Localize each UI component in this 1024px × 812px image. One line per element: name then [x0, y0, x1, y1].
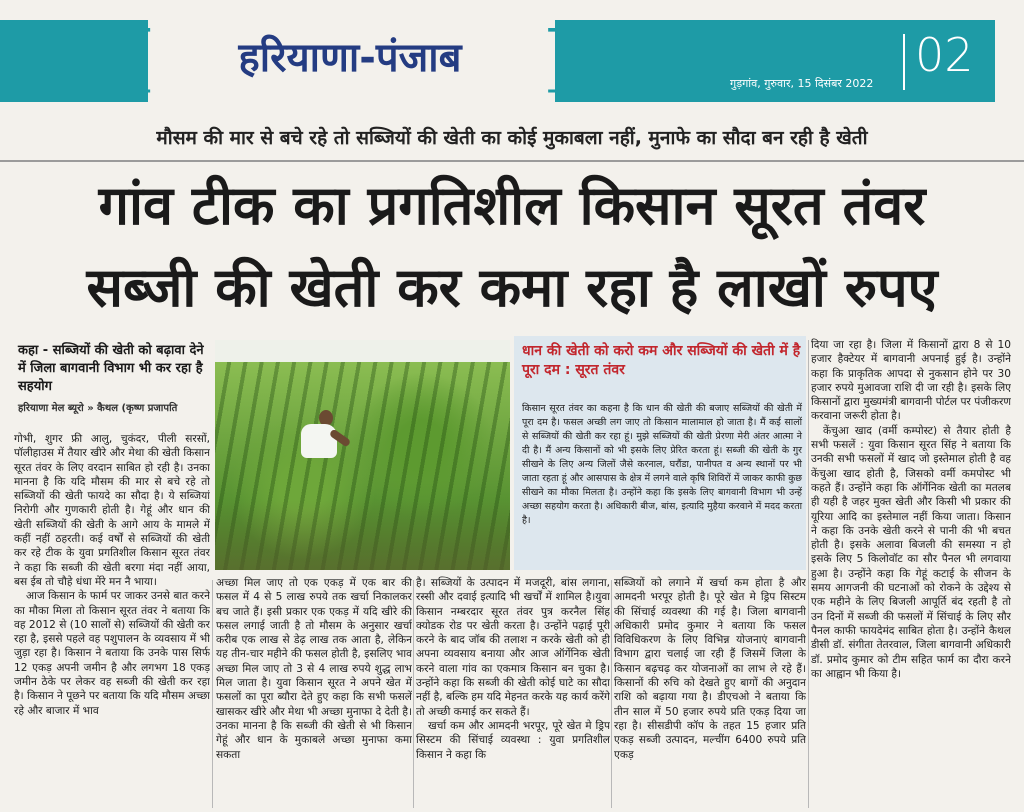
- farmer-field-photo: [215, 340, 510, 570]
- section-title: हरियाणा-पंजाब: [238, 35, 462, 81]
- left-bracket: [: [130, 16, 159, 100]
- column-divider: [212, 580, 213, 808]
- paragraph: खर्चा कम और आमदनी भरपूर, पूरे खेत मे ड्रिप सिस्टम की सिंचाई व्यवस्था : युवा प्रगतिशील किसान ने कहा कि: [416, 719, 610, 761]
- top-rule: [0, 160, 1024, 162]
- farmer-figure-icon: [293, 410, 345, 480]
- right-bracket: ]: [540, 16, 569, 100]
- photo-sky: [215, 340, 510, 362]
- article-column-5: [811, 338, 1011, 808]
- paragraph: दिया जा रहा है। जिला में किसानों द्वारा 8 से 10 हजार हैक्टेयर में बागवानी अपनाई हुई है। उन्होंने कहा कि प्राकृतिक आपदा से नुकसान होने पर 30 हजार रुपये मुआवजा राशि दी जा रही है। इसके लिए किसानों द्वारा मुख्यमंत्री बागवानी पोर्टल पर पंजीकरण करवाना जरूरी होता है।: [811, 339, 1011, 423]
- header-divider: [903, 34, 905, 90]
- page-number: 02: [915, 28, 974, 82]
- article-column-1: [14, 432, 210, 808]
- article-column-4: [614, 576, 806, 808]
- top-strip-kicker: मौसम की मार से बचे रहे तो सब्जियों की खेती का कोई मुकाबला नहीं, मुनाफे का सौदा बन रही है खेती: [156, 127, 868, 149]
- band-left-block: [0, 20, 148, 102]
- headline-line-2: सब्जी की खेती कर कमा रहा है लाखों रुपए: [86, 256, 938, 319]
- highlight-box: [514, 336, 806, 570]
- column-divider: [413, 580, 414, 808]
- column-divider: [808, 340, 809, 808]
- byline: हरियाणा मेल ब्यूरो » कैथल (कृष्ण प्रजापति: [18, 403, 178, 414]
- paragraph: आज किसान के फार्म पर जाकर उनसे बात करने का मौका मिला तो किसान सूरत तंवर ने बताया कि वह 2012 से (10 सालों से) सब्जियों की खेती कर रहा है, इससे पहले वह पशुपालन के व्यवसाय में भी जुड़ा रहा है। किसान ने बताया कि उनके पास सिर्फ 12 एकड़ अपनी जमीन है और लगभग 18 एकड़ जमीन ठेके पर लेकर वह सब्जी की खेती कर रहा है। किसान ने पूछने पर बताया कि यदि मौसम अच्छा रहे और बाजार में भाव: [14, 590, 210, 717]
- photo-soil: [215, 500, 510, 570]
- masthead-band: [0, 16, 1024, 102]
- paragraph: अच्छा मिल जाए तो एक एकड़ में एक बार की फसल में 4 से 5 लाख रुपये तक खर्चा निकालकर बच जाते हैं। इसी प्रकार एक एकड़ में यदि खीरे की फसल लगाई जाती है तो मौसम के अनुसार खर्चा करीब एक लाख से डेढ़ लाख तक आता है, लेकिन यह तीन-चार महीने की फसल होती है, इसलिए भाव अच्छा मिल जाए तो 3 से 4 लाख रुपये शुद्ध लाभ मिल जाता है। युवा किसान सूरत ने अपने खेत में फसलों का पूरा ब्यौरा देते हुए कहा कि सभी फसलें खासकर खीरे और मेथा भी अच्छा मुनाफा दे देती है। उनका मानना है कि सब्जी की खेती से भी किसान गेहूं और धान के मुकाबले अच्छा मुनाफा कमा सकता: [216, 577, 412, 761]
- paragraph: केंचुआ खाद (वर्मी कम्पोस्ट) से तैयार होती है सभी फसलें : युवा किसान सूरत सिंह ने बताया कि उनकी सभी फसलों में खाद जो इस्तेमाल होती है वह केंचुआ खाद होती है, जिसको वर्मी कमपोस्ट भी कहते हैं। उन्होंने कहा कि ऑर्गेनिक खेती का मतलब ही यही है जहर मुक्त खेती और किसी भी प्रकार की यूरिया आदि का इस्तेमाल नहीं किया जाता। किसान ने कहा कि उनके खेती करने से पानी की भी बचत होती है। इसके अलावा बिजली की समस्या न हो इसके लिए 5 किलोवॉट का सौर पैनल भी लगवाया हुआ है। उन्होंने कहा कि गेहूं कटाई के सीजन के समय आगजनी की घटनाओं को रोकने के उद्देश्य से एक महीने के लिए बिजली आपूर्ति बंद रहती है तो उन दिनों में सब्जी की फसलों में सिंचाई के लिए सौर पैनल काफी फायदेमंद साबित होता है। उन्होंने कैथल डीसी डॉ. संगीता तेतरवाल, जिला बागवानी अधिकारी डॉ. प्रमोद कुमार को टीम सहित फार्म का दौरा करने का आह्वान भी किया है।: [811, 424, 1011, 680]
- article-column-3: [416, 576, 610, 808]
- article-column-2: [216, 576, 412, 808]
- subheading: कहा - सब्जियों की खेती को बढ़ावा देने में जिला बागवानी विभाग भी कर रहा है सहयोग: [18, 343, 204, 394]
- highlight-box-title: धान की खेती को करो कम और सब्जियों की खेती में है पूरा दम : सूरत तंवर: [522, 343, 801, 378]
- paragraph: सब्जियों को लगाने में खर्चा कम होता है और आमदनी भरपूर होती है। पूरे खेत मे ड्रिप सिस्टम की सिंचाई व्यवस्था की गई है। जिला बागवानी अधिकारी प्रमोद कुमार ने बताया कि फसल विविधिकरण के लिए विभिन्न योजनाएं बागवानी विभाग द्वारा चलाई जा रही हैं जिसमें जिला के किसान बढ़चढ़ कर योजनाओं का लाभ ले रहे हैं। किसानों की रुचि को देखते हुए बागों की अनुदान राशि को बढ़ाया गया है। डीएचओ ने बताया कि तीन साल में 50 हजार रुपये प्रति एकड़ दिया जा रहा है। सीसडीपी कॉप के तहत 15 हजार प्रति एकड़ सब्जी उत्पादन, मल्चींग 6400 रुपये प्रति एकड़: [614, 577, 806, 761]
- highlight-box-text: किसान सूरत तंवर का कहना है कि धान की खेती की बजाए सब्जियों की खेती में पूरा दम है। फसल अच्छी लग जाए तो किसान मालामाल हो जाता है। मैं कई सालों से सब्जियों की खेती कर रहा हूं। मुझे सब्जियों की खेती प्रेरणा मेरी अंतर आत्मा ने दी है। मैं अन्य किसानों को भी इसके लिए प्रेरित करता हूं। सब्जी की खेती के गुर सीखने के लिए अन्य जिलों जैसे करनाल, घरौंडा, पानीपत व अन्य स्थानों पर भी जाता रहता हूं और आसपास के क्षेत्र में लगने वाले कृषि शिविरों में जाकर काफी कुछ सीखने का मौका मिलता है। उन्होंने कहा कि इसके लिए बागवानी विभाग भी उन्हें अच्छा सहयोग करता है। अधिकारी बीज, बांस, इत्यादि मुहैया करवाने में मदद करता है।: [522, 403, 802, 526]
- dateline: गुड़गांव, गुरुवार, 15 दिसंबर 2022: [730, 77, 874, 90]
- headline-line-1: गांव टीक का प्रगतिशील किसान सूरत तंवर: [98, 174, 926, 237]
- column-divider: [611, 580, 612, 808]
- paragraph: है। सब्जियों के उत्पादन में मजदूरी, बांस लगाना, रस्सी और दवाई इत्यादि भी खर्चों में शामिल है।युवा किसान नम्बरदार सूरत तंवर पुत्र करनैल सिंह क्योडक रोड पर खेती करता है। उन्होंने पढ़ाई पूरी करने के बाद जॉब की तलाश न करके खेती को ही अपना व्यवसाय बनाया और आज ऑर्गेनिक खेती करने वाला गांव का एकमात्र किसान बन चुका है। उन्होंने कहा कि सब्जी की खेती कोई घाटे का सौदा नहीं है, बल्कि हम यदि मेहनत करके यह कार्य करेंगे तो अच्छी कमाई कर सकते हैं।: [416, 577, 610, 718]
- paragraph: गोभी, शुगर फ्री आलु, चुकंदर, पीली सरसों, पॉलीहाउस में तैयार खीरे और मेथा की खेती किसान सूरत तंवर के लिए वरदान साबित हो रही है। उनका मानना है कि यदि मौसम की मार से बचे रहे तो सब्जियों की खेती फायदे का सौदा है। ये सब्जियां निरोगी और गुणकारी होती है। गेहूं और धान की खेती सब्जियों की खेती के आगे आय के मामले में कहीं नहीं ठहरती। कई वर्षों से सब्जियों की खेती कर रहे टीक के युवा प्रगतिशील किसान सूरत तंवर ने कहा कि सब्जी की खेती बरगा मंदा नहीं आया, बस ईब तो चौहे धंधा मेंरे मन नै भाया।: [14, 433, 210, 588]
